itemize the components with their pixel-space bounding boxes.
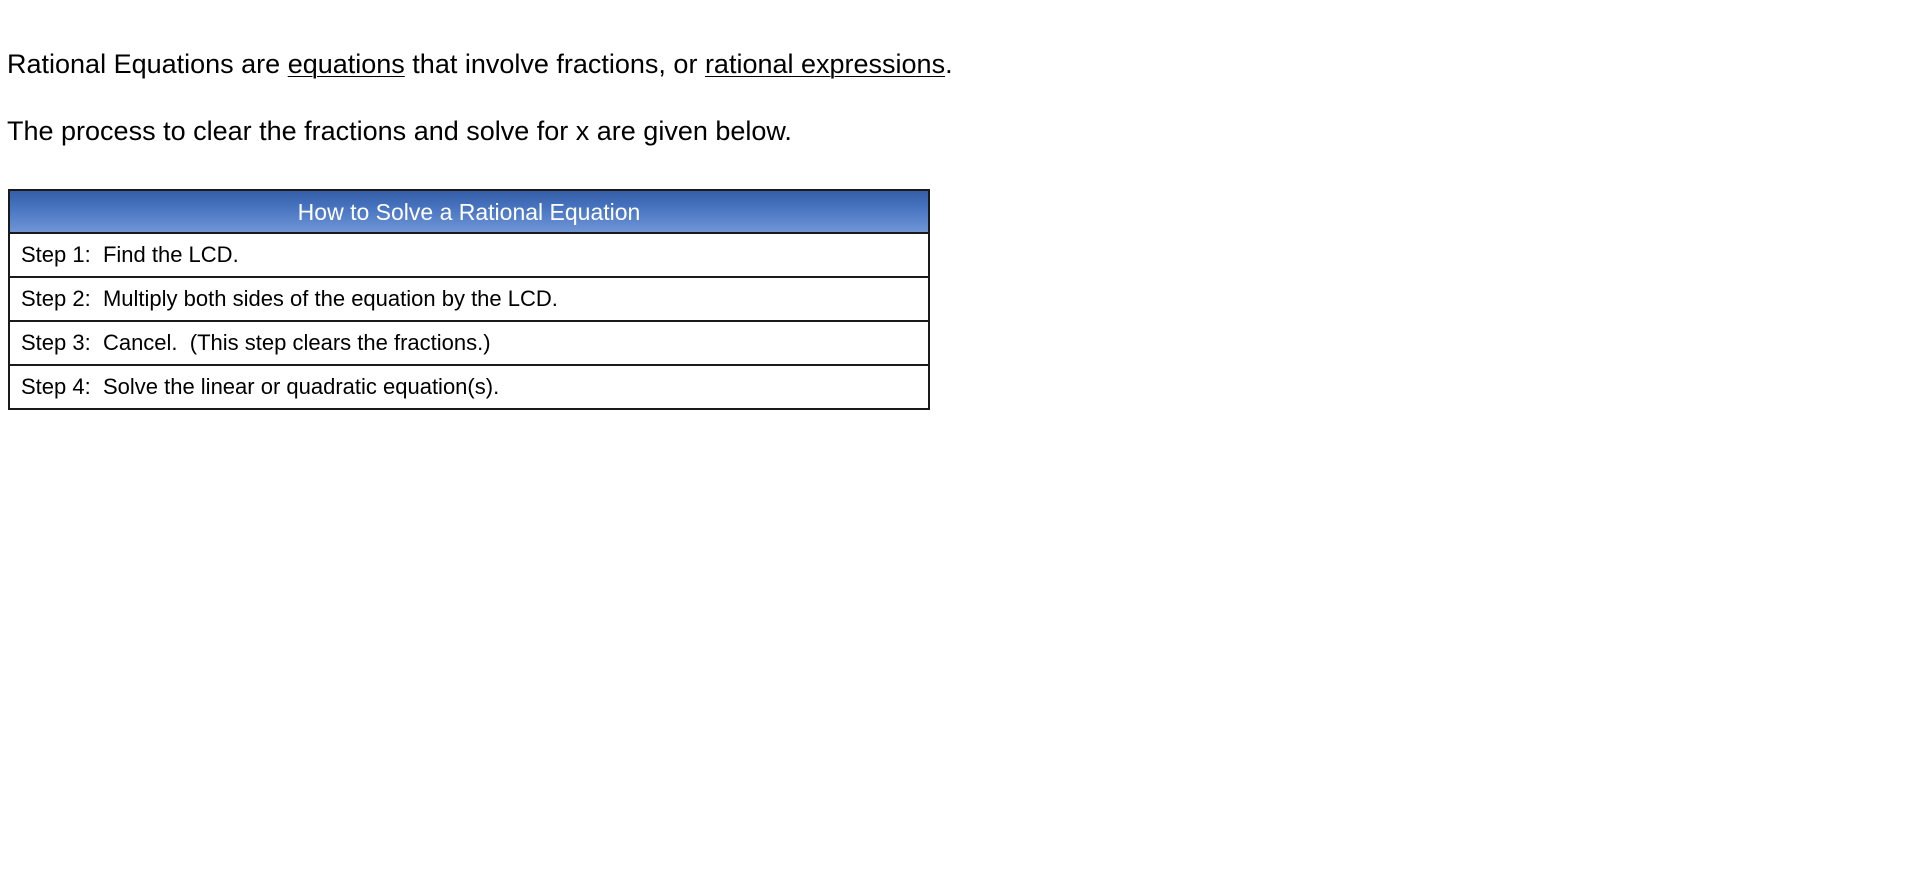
equations-link[interactable]: equations — [287, 49, 405, 79]
step-text: Solve the linear or quadratic equation(s). — [102, 374, 500, 399]
intro-text-3: . — [945, 49, 953, 79]
step-label: Step 2: — [21, 286, 91, 311]
intro-text-2: that involve fractions, or — [404, 49, 705, 79]
step-text: Find the LCD. — [102, 242, 239, 267]
step-label: Step 4: — [21, 374, 91, 399]
intro-text-1: Rational Equations are — [7, 49, 288, 79]
step-text: Cancel. (This step clears the fractions.) — [102, 330, 491, 355]
step-row-3 — [10, 322, 928, 366]
rational-expressions-link[interactable]: rational expressions — [704, 49, 946, 79]
process-paragraph: The process to clear the fractions and solve for x are given below. — [7, 116, 792, 146]
steps-table-title: How to Solve a Rational Equation — [10, 191, 928, 234]
step-row-2 — [10, 278, 928, 322]
steps-table — [8, 189, 930, 410]
step-label: Step 1: — [21, 242, 91, 267]
step-label: Step 3: — [21, 330, 91, 355]
step-row-4 — [10, 366, 928, 408]
intro-paragraph — [7, 48, 953, 80]
step-row-1 — [10, 234, 928, 278]
step-text: Multiply both sides of the equation by the LCD. — [102, 286, 558, 311]
